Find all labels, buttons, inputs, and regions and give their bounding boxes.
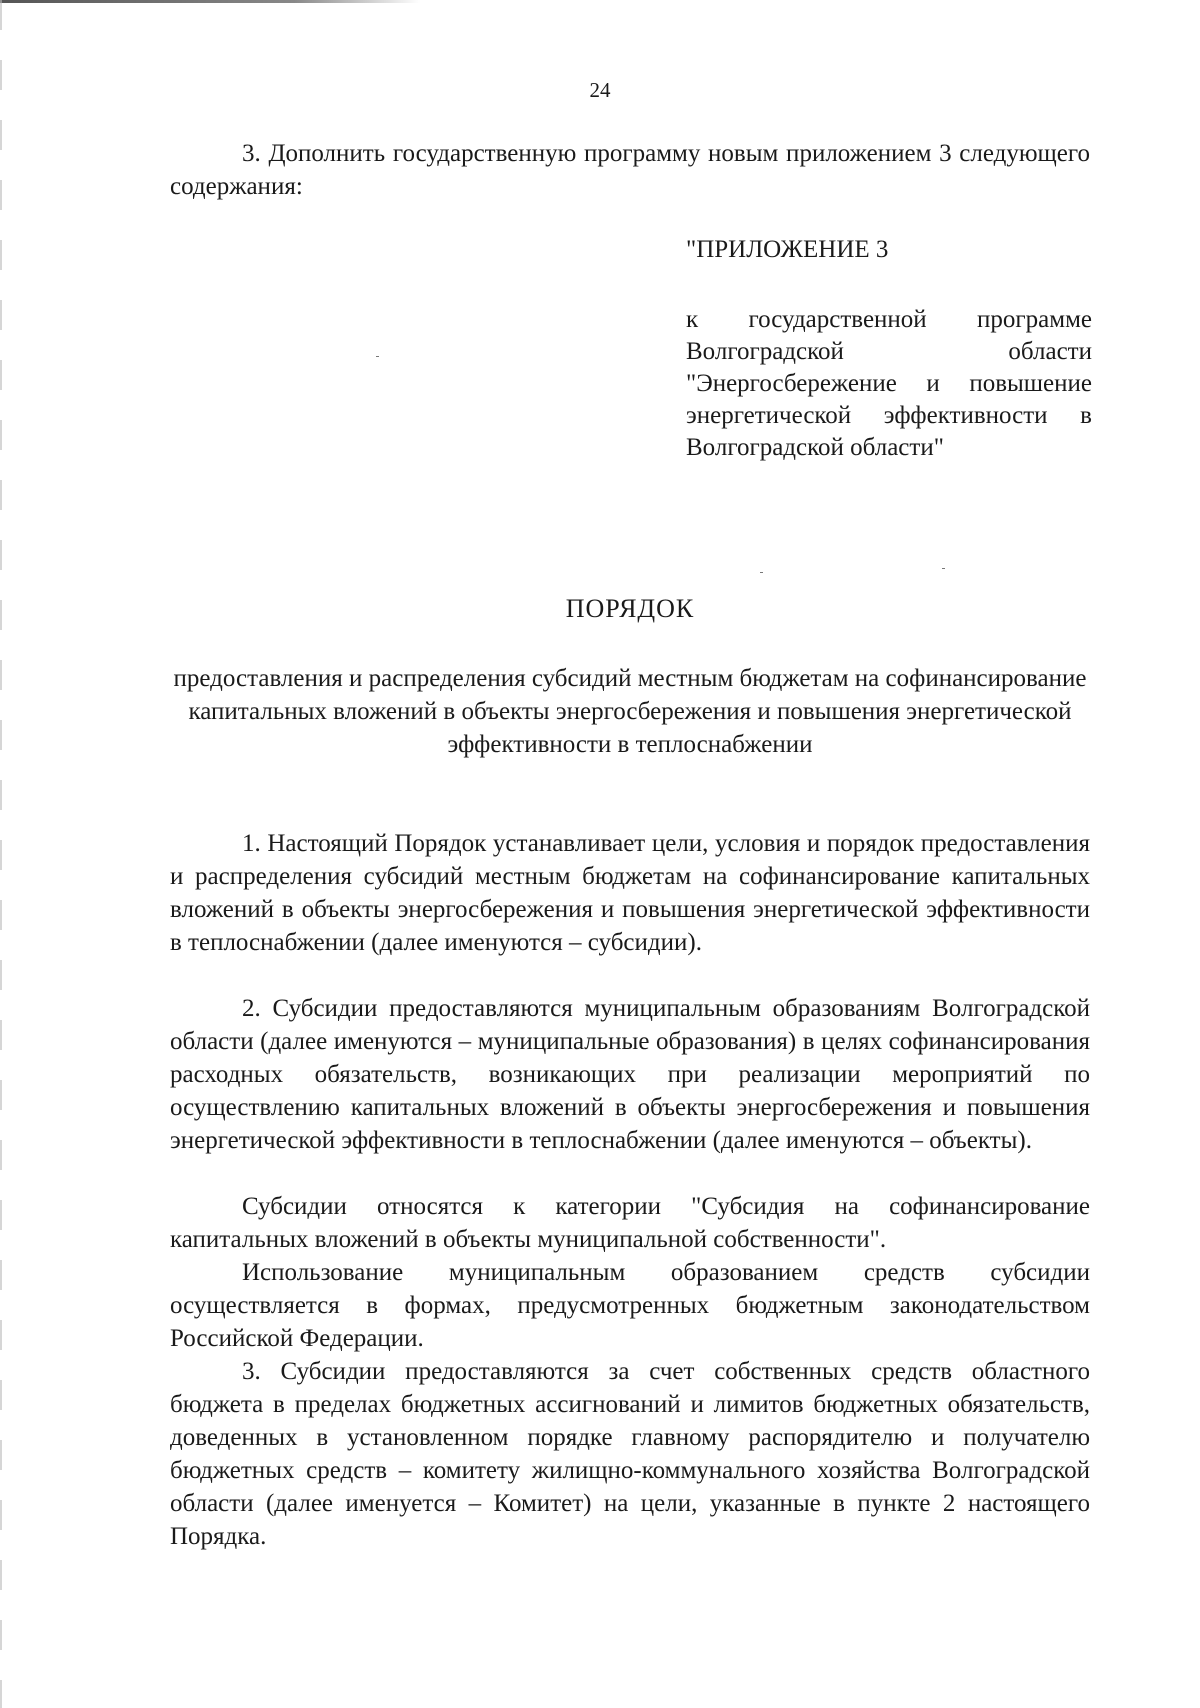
scan-edge-left: [0, 0, 2, 1708]
appendix-subtitle: к государственной программе Волгоградской области "Энергосбережение и повышение энергетической эффективности в Волгоградской области": [686, 306, 1092, 461]
paragraph-2-usage: Использование муниципальным образованием средств субсидии осуществляется в формах, предусмотренных бюджетным законодательством Российской Федерации.: [170, 1259, 1090, 1352]
document-subtitle: предоставления и распределения субсидий местным бюджетам на софинансирование капитальных вложений в объекты энергосбережения и повышения энергетической эффективности в теплоснабжении: [173, 665, 1087, 758]
paragraph-3: 3. Субсидии предоставляются за счет собственных средств областного бюджета в пределах бюджетных ассигнований и лимитов бюджетных обязательств, доведенных в установленном порядке главному распорядителю и получателю бюджетных средств – комитету жилищно-коммунального хозяйства Волгоградской области (далее именуется – Комитет) на цели, указанные в пункте 2 настоящего Порядка.: [170, 1358, 1090, 1550]
intro-paragraph: 3. Дополнить государственную программу новым приложением 3 следующего содержания:: [170, 140, 1090, 200]
paragraph-1: 1. Настоящий Порядок устанавливает цели, условия и порядок предоставления и распределения субсидий местным бюджетам на софинансирование капитальных вложений в объекты энергосбережения и повышения энергетической эффективности в теплоснабжении (далее именуются – субсидии).: [170, 830, 1090, 956]
page-number: 24: [589, 78, 611, 102]
paragraph-2-category: Субсидии относятся к категории "Субсидия на софинансирование капитальных вложений в объекты муниципальной собственности".: [170, 1193, 1090, 1253]
paragraph-2: 2. Субсидии предоставляются муниципальным образованиям Волгоградской области (далее именуются – муниципальные образования) в целях софинансирования расходных обязательств, возникающих при реализации мероприятий по осуществлению капитальных вложений в объекты энергосбережения и повышения энергетической эффективности в теплоснабжении (далее именуются – объекты).: [170, 995, 1090, 1154]
scan-speck: [760, 572, 763, 573]
appendix-title: "ПРИЛОЖЕНИЕ 3: [686, 236, 889, 263]
scan-speck: [376, 356, 379, 357]
scan-edge-top: [0, 0, 420, 3]
scan-speck: [942, 568, 945, 569]
document-title: ПОРЯДОК: [565, 594, 695, 623]
